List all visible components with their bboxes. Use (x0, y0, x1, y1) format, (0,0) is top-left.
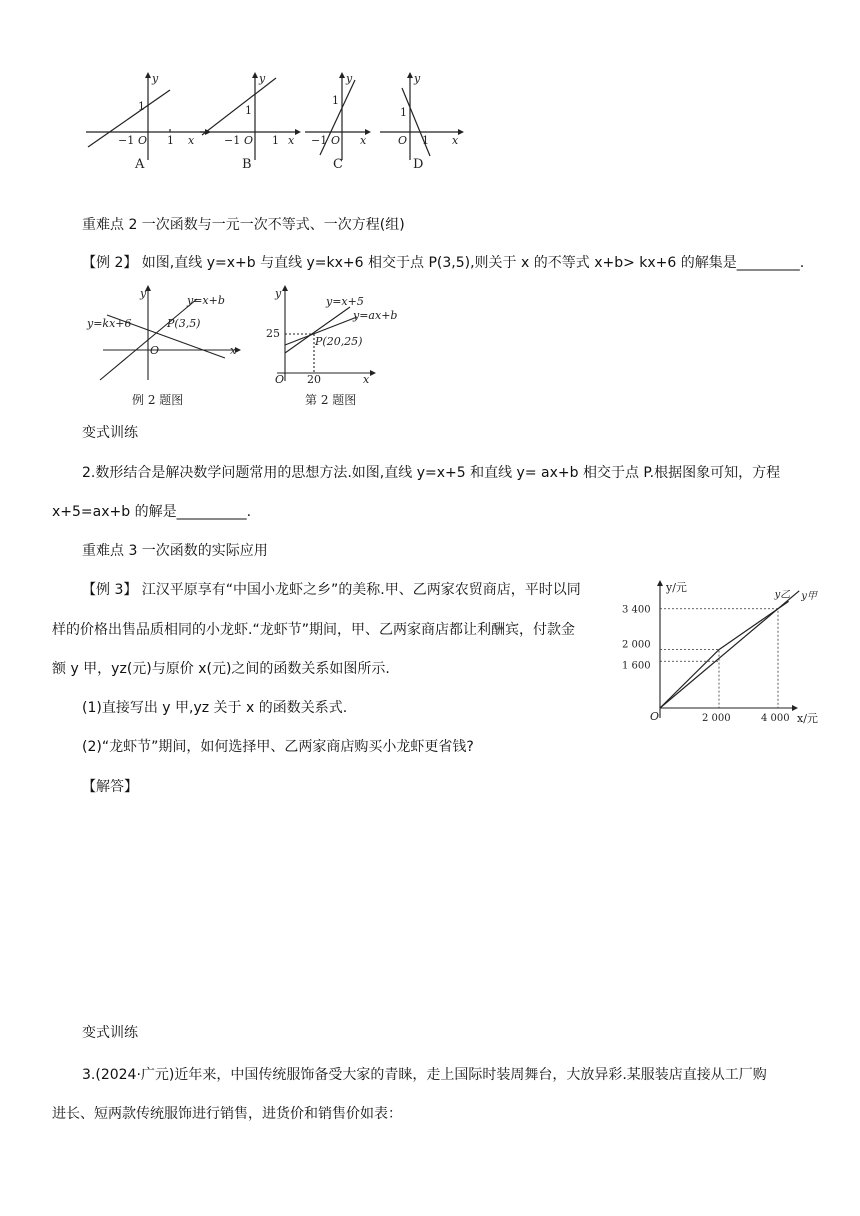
chart-series-label-0: y乙 (774, 589, 791, 601)
example2-figure (85, 285, 250, 410)
fig-d-x-label: x (452, 134, 459, 147)
fig-a-one-label: 1 (138, 100, 145, 113)
ex2-point-label: P(3,5) (167, 317, 201, 330)
variant-label-2: 变式训练 (82, 1025, 138, 1041)
section2-heading: 重难点 2 一次函数与一元一次不等式、一次方程(组) (82, 217, 405, 233)
chart-ytick-label-1: 2 000 (622, 639, 651, 651)
chart-x-axis-label: x/元 (797, 712, 818, 725)
ex2-caption: 例 2 题图 (132, 393, 184, 407)
example3-line3: 额 y 甲，yz(元)与原价 x(元)之间的函数关系如图所示. (52, 661, 390, 677)
fig-c-neg-one-label: −1 (311, 134, 328, 147)
example3-line1: 【例 3】 江汉平原享有“中国小龙虾之乡”的美称.甲、乙两家农贸商店，平时以同 (82, 582, 581, 598)
chart-ytick-label-2: 3 400 (622, 604, 651, 616)
chart-xtick-label-1: 4 000 (761, 713, 790, 724)
q2-line1: 2.数形结合是解决数学问题常用的思想方法.如图,直线 y=x+5 和直线 y= ax+b 相交于点 P.根据图象可知，方程 (82, 465, 781, 481)
section3-heading: 重难点 3 一次函数的实际应用 (82, 543, 268, 559)
fig-d-x-one-label: 1 (422, 134, 429, 147)
fig-a-neg-one-label: −1 (118, 134, 135, 147)
fig-b-neg-one-label: −1 (224, 134, 241, 147)
fig-d-origin-label: O (398, 134, 408, 147)
q3-line1: 3.(2024·广元)近年来，中国传统服饰备受大家的青睐，走上国际时装周舞台，大放异彩.某服装店直接从工厂购 (82, 1067, 767, 1083)
ex2-x-label: x (230, 344, 237, 357)
example3-chart (620, 578, 830, 728)
example3-part1: (1)直接写出 y 甲,yz 关于 x 的函数关系式. (82, 700, 348, 716)
fig-c-origin-label: O (331, 134, 341, 147)
variant-label-1: 变式训练 (82, 425, 138, 441)
fig-a-origin-label: O (138, 134, 148, 147)
fig-b-y-label: y (259, 72, 266, 85)
q2-x-label: x (363, 373, 370, 386)
fig-b-origin-label: O (244, 134, 254, 147)
q3-line2: 进长、短两款传统服饰进行销售，进货价和销售价如表： (52, 1106, 402, 1122)
ex2-y-label: y (140, 287, 147, 300)
fig-d-one-label: 1 (400, 106, 407, 119)
fig-c-x-label: x (360, 134, 367, 147)
q2-xtick-label: 20 (307, 373, 321, 386)
fig-c-y-label: y (346, 72, 353, 85)
example3-part2: (2)“龙虾节”期间，如何选择甲、乙两家商店购买小龙虾更省钱? (82, 739, 474, 755)
chart-ytick-label-0: 1 600 (622, 660, 651, 672)
q2-line2: x+5=ax+b 的解是__________. (52, 504, 252, 520)
answer-label: 【解答】 (82, 779, 138, 795)
example3-line2: 样的价格出售品质相同的小龙虾.“龙虾节”期间，甲、乙两家商店都让利酬宾，付款金 (52, 622, 575, 638)
q2-figure (265, 285, 415, 410)
fig-a-caption: A (135, 157, 145, 172)
top-figures (80, 70, 470, 175)
chart-series-label-1: y甲 (801, 590, 817, 602)
q2-caption: 第 2 题图 (305, 393, 357, 407)
chart-xtick-label-0: 2 000 (702, 713, 731, 724)
chart-y-axis-label: y/元 (666, 581, 687, 594)
fig-a-x-label: x (188, 134, 195, 147)
chart-x-arrow (792, 705, 798, 711)
fig-c-caption: C (333, 157, 343, 172)
q2-point-label: P(20,25) (315, 335, 363, 348)
fig-b-x-label: x (288, 134, 295, 147)
q2-ytick-label: 25 (266, 327, 280, 340)
ex2-line1-label: y=x+b (187, 294, 225, 307)
example2-text: 【例 2】 如图,直线 y=x+b 与直线 y=kx+6 相交于点 P(3,5),则关于 x 的不等式 x+b> kx+6 的解集是_________. (82, 255, 805, 271)
q2-origin-label: O (275, 373, 285, 386)
fig-a-x-one-label: 1 (167, 134, 174, 147)
q2-line1-label: y=x+5 (326, 295, 364, 308)
chart-y-arrow (657, 580, 663, 586)
q2-line2-label: y=ax+b (353, 309, 398, 322)
fig-b-one-label: 1 (245, 104, 252, 117)
q2-y-label: y (275, 287, 282, 300)
chart-origin-label: O (650, 710, 660, 723)
fig-d-y-label: y (414, 72, 421, 85)
fig-a-y-label: y (152, 72, 159, 85)
fig-c-one-label: 1 (332, 94, 339, 107)
fig-d-caption: D (413, 157, 424, 172)
fig-b-caption: B (242, 157, 252, 172)
ex2-line2-label: y=kx+6 (87, 317, 132, 330)
fig-b-x-one-label: 1 (272, 134, 279, 147)
ex2-origin-label: O (150, 344, 160, 357)
